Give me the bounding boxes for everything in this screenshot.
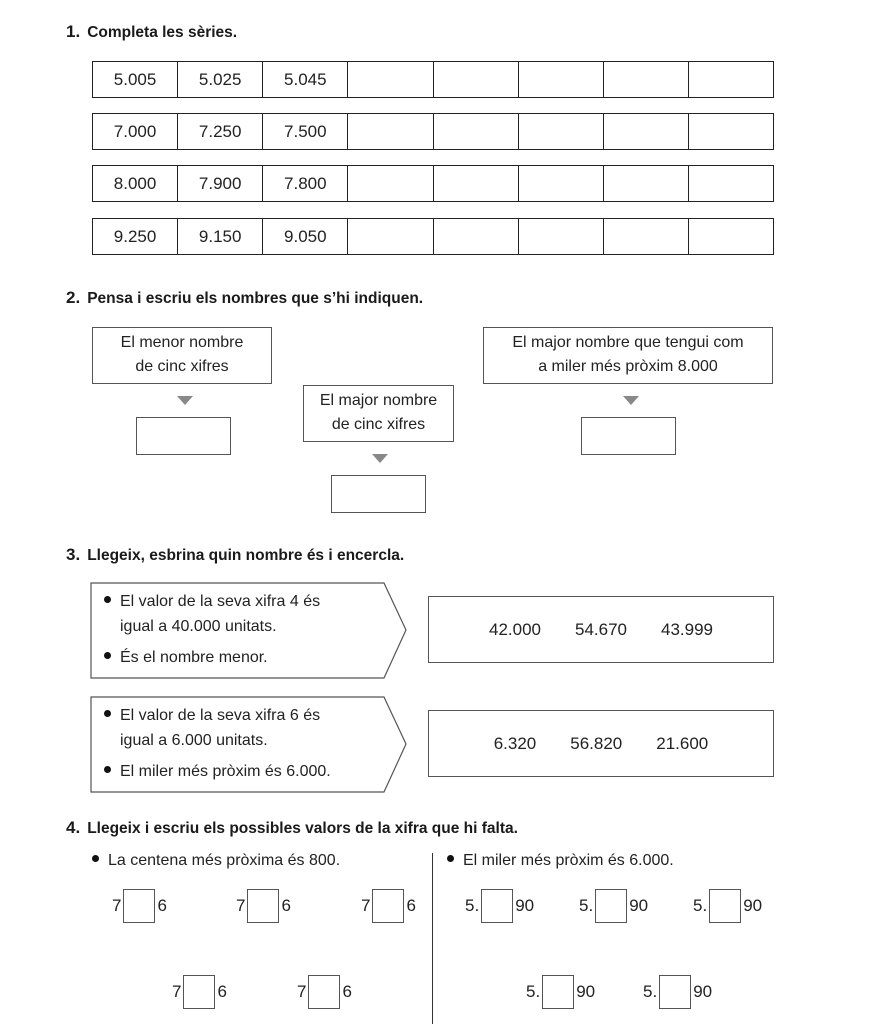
digit-suffix: 90 bbox=[629, 896, 649, 915]
series-answer-cell[interactable] bbox=[433, 219, 518, 254]
series-answer-cell[interactable] bbox=[347, 62, 432, 97]
series-answer-cell[interactable] bbox=[688, 219, 773, 254]
prompt-text: El major nombre que tengui com bbox=[512, 334, 744, 351]
digit-box[interactable] bbox=[183, 975, 215, 1009]
digit-suffix: 90 bbox=[515, 896, 535, 915]
prompt-text: El menor nombre bbox=[120, 334, 244, 351]
series-answer-cell[interactable] bbox=[603, 219, 688, 254]
prompt-text: de cinc xifres bbox=[135, 358, 229, 375]
bullet-icon bbox=[447, 855, 454, 862]
digit-item bbox=[526, 975, 595, 1009]
bullet-icon bbox=[104, 710, 111, 717]
digit-suffix: 90 bbox=[576, 982, 596, 1001]
down-arrow-icon bbox=[623, 396, 639, 405]
clue-line: igual a 40.000 unitats. bbox=[120, 618, 277, 635]
digit-box[interactable] bbox=[372, 889, 404, 923]
exercise-number: 3. bbox=[66, 545, 81, 564]
prompt-text: de cinc xifres bbox=[331, 416, 426, 433]
series-answer-cell[interactable] bbox=[347, 166, 432, 201]
clue-line: El valor de la seva xifra 4 és bbox=[120, 593, 321, 610]
clue-text-1 bbox=[104, 589, 320, 670]
number-option[interactable]: 43.999 bbox=[661, 619, 713, 639]
digit-box[interactable] bbox=[247, 889, 279, 923]
series-cell: 7.900 bbox=[177, 166, 262, 201]
exercise-3-heading bbox=[66, 545, 404, 565]
series-cell: 9.250 bbox=[113, 226, 157, 246]
series-cell: 7.800 bbox=[262, 166, 347, 201]
digit-item bbox=[579, 889, 648, 923]
exercise-title: Pensa i escriu els nombres que s’hi indiquen. bbox=[87, 290, 424, 307]
digit-box[interactable] bbox=[709, 889, 741, 923]
series-answer-cell[interactable] bbox=[433, 62, 518, 97]
series-answer-cell[interactable] bbox=[518, 62, 603, 97]
exercise-number: 4. bbox=[66, 818, 81, 837]
digit-suffix: 6 bbox=[157, 896, 167, 915]
digit-suffix: 90 bbox=[743, 896, 763, 915]
digit-prefix: 5. bbox=[465, 896, 480, 915]
down-arrow-icon bbox=[177, 396, 193, 405]
number-option[interactable]: 56.820 bbox=[570, 733, 623, 753]
exercise-4-heading bbox=[66, 818, 518, 838]
right-hint bbox=[447, 852, 674, 870]
series-answer-cell[interactable] bbox=[603, 166, 688, 201]
digit-prefix: 7 bbox=[172, 982, 182, 1001]
digit-box[interactable] bbox=[123, 889, 155, 923]
digit-prefix: 5. bbox=[579, 896, 594, 915]
series-cell: 8.000 bbox=[113, 173, 157, 193]
digit-item bbox=[112, 889, 167, 923]
series-answer-cell[interactable] bbox=[603, 114, 688, 149]
digit-prefix: 7 bbox=[361, 896, 371, 915]
bullet-icon bbox=[104, 652, 111, 659]
series-cell: 7.000 bbox=[113, 121, 157, 141]
number-option[interactable]: 21.600 bbox=[656, 733, 709, 753]
digit-prefix: 7 bbox=[297, 982, 307, 1001]
prompt-largest-near-8000 bbox=[483, 327, 773, 384]
number-option[interactable]: 42.000 bbox=[489, 619, 541, 639]
exercise-1-heading bbox=[66, 22, 237, 42]
exercise-number: 2. bbox=[66, 288, 81, 307]
series-cell: 5.005 bbox=[113, 69, 157, 89]
clue-line: El miler més pròxim és 6.000. bbox=[120, 763, 331, 780]
series-answer-cell[interactable] bbox=[518, 166, 603, 201]
exercise-title: Completa les sèries. bbox=[87, 24, 238, 41]
digit-item bbox=[297, 975, 352, 1009]
digit-item bbox=[693, 889, 762, 923]
series-cell: 7.500 bbox=[262, 114, 347, 149]
digit-suffix: 90 bbox=[693, 982, 713, 1001]
clue-text-2 bbox=[104, 703, 331, 784]
series-answer-cell[interactable] bbox=[518, 114, 603, 149]
series-cell: 5.025 bbox=[177, 62, 262, 97]
series-row bbox=[92, 113, 774, 150]
digit-suffix: 6 bbox=[406, 896, 416, 915]
series-answer-cell[interactable] bbox=[688, 114, 773, 149]
digit-prefix: 7 bbox=[112, 896, 122, 915]
number-option[interactable]: 6.320 bbox=[493, 733, 537, 753]
column-divider bbox=[432, 853, 433, 1024]
answer-box-smallest[interactable] bbox=[136, 417, 231, 455]
series-row bbox=[92, 61, 774, 98]
digit-suffix: 6 bbox=[281, 896, 291, 915]
series-answer-cell[interactable] bbox=[603, 62, 688, 97]
clue-line: El valor de la seva xifra 6 és bbox=[120, 707, 321, 724]
digit-prefix: 5. bbox=[693, 896, 708, 915]
series-cell: 5.045 bbox=[262, 62, 347, 97]
exercise-title: Llegeix i escriu els possibles valors de la xifra que hi falta. bbox=[87, 820, 518, 837]
exercise-2-heading bbox=[66, 288, 423, 308]
series-answer-cell[interactable] bbox=[518, 219, 603, 254]
series-cell: 7.250 bbox=[177, 114, 262, 149]
digit-box[interactable] bbox=[659, 975, 691, 1009]
digit-prefix: 7 bbox=[236, 896, 246, 915]
answer-box-near-8000[interactable] bbox=[581, 417, 676, 455]
digit-suffix: 6 bbox=[217, 982, 227, 1001]
hint-text: El miler més pròxim és 6.000. bbox=[463, 852, 674, 869]
series-answer-cell[interactable] bbox=[688, 166, 773, 201]
series-cell: 9.050 bbox=[262, 219, 347, 254]
options-box-2 bbox=[428, 710, 774, 777]
digit-item bbox=[361, 889, 416, 923]
digit-item bbox=[236, 889, 291, 923]
digit-suffix: 6 bbox=[342, 982, 352, 1001]
exercise-number: 1. bbox=[66, 22, 81, 41]
digit-box[interactable] bbox=[481, 889, 513, 923]
series-answer-cell[interactable] bbox=[688, 62, 773, 97]
options-box-1 bbox=[428, 596, 774, 663]
number-option[interactable]: 54.670 bbox=[575, 619, 627, 639]
digit-item bbox=[172, 975, 227, 1009]
bullet-icon bbox=[104, 766, 111, 773]
bullet-icon bbox=[92, 855, 99, 862]
prompt-text: a miler més pròxim 8.000 bbox=[538, 358, 718, 375]
digit-item bbox=[465, 889, 534, 923]
series-cell: 9.150 bbox=[177, 219, 262, 254]
prompt-smallest-five-digit bbox=[92, 327, 272, 384]
hint-text: La centena més pròxima és 800. bbox=[108, 852, 341, 869]
answer-box-largest[interactable] bbox=[331, 475, 426, 513]
digit-box[interactable] bbox=[595, 889, 627, 923]
series-answer-cell[interactable] bbox=[433, 166, 518, 201]
series-row bbox=[92, 165, 774, 202]
prompt-text: El major nombre bbox=[319, 392, 438, 409]
bullet-icon bbox=[104, 596, 111, 603]
digit-prefix: 5. bbox=[643, 982, 658, 1001]
left-hint bbox=[92, 852, 340, 870]
clue-line: igual a 6.000 unitats. bbox=[120, 732, 268, 749]
digit-box[interactable] bbox=[542, 975, 574, 1009]
series-row bbox=[92, 218, 774, 255]
series-answer-cell[interactable] bbox=[433, 114, 518, 149]
digit-prefix: 5. bbox=[526, 982, 541, 1001]
down-arrow-icon bbox=[372, 454, 388, 463]
series-answer-cell[interactable] bbox=[347, 114, 432, 149]
clue-line: És el nombre menor. bbox=[120, 649, 268, 666]
digit-box[interactable] bbox=[308, 975, 340, 1009]
prompt-largest-five-digit bbox=[303, 385, 454, 442]
digit-item bbox=[643, 975, 712, 1009]
series-answer-cell[interactable] bbox=[347, 219, 432, 254]
exercise-title: Llegeix, esbrina quin nombre és i encercla. bbox=[87, 547, 405, 564]
